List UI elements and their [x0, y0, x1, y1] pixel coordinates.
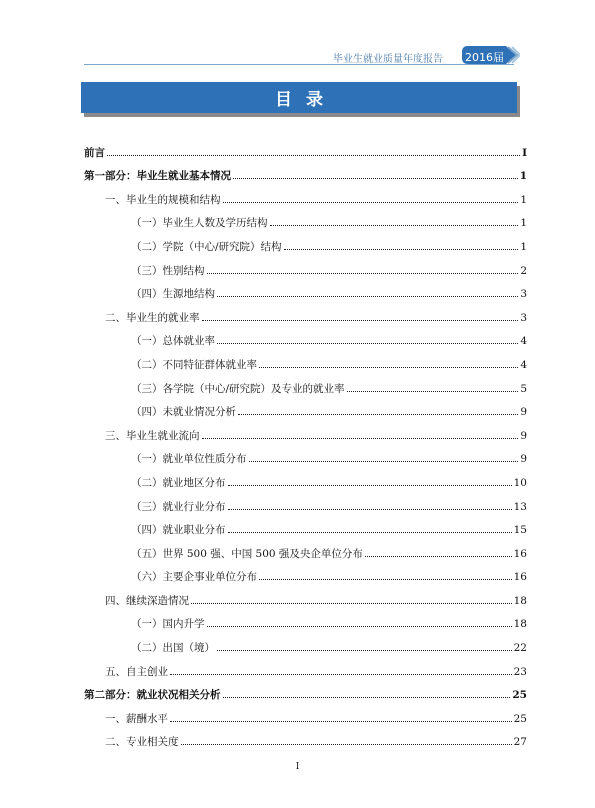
year-badge: 2016届 — [465, 51, 504, 64]
toc-entry-label: （四）未就业情况分析 — [131, 406, 236, 419]
toc-leader-dots — [223, 697, 511, 698]
toc-entry[interactable] — [84, 678, 527, 702]
toc-entry[interactable] — [84, 465, 527, 489]
toc-entry[interactable] — [84, 206, 527, 230]
report-title: 毕业生就业质量年度报告 — [333, 54, 443, 65]
toc-entry[interactable] — [84, 442, 527, 466]
toc-leader-dots — [207, 273, 519, 274]
toc-entry-label: 一、薪酬水平 — [105, 712, 168, 725]
toc-entry-page: 9 — [520, 406, 527, 419]
toc-leader-dots — [347, 391, 519, 392]
toc-entry-label: （一）毕业生人数及学历结构 — [131, 217, 268, 230]
toc-entry-page: 18 — [513, 594, 527, 607]
toc-entry-label: （二）学院（中心/研究院）结构 — [131, 240, 282, 253]
toc-entry-page: 1 — [520, 217, 527, 230]
toc-leader-dots — [365, 556, 512, 557]
toc-entry[interactable] — [84, 395, 527, 419]
toc-entry-page: 18 — [513, 618, 527, 631]
toc-leader-dots — [259, 367, 518, 368]
toc-entry-page: 27 — [513, 736, 527, 749]
toc-entry-page: 1 — [519, 170, 527, 183]
toc-leader-dots — [249, 461, 519, 462]
toc-entry-label: （三）各学院（中心/研究院）及专业的就业率 — [131, 382, 345, 395]
toc-entry[interactable] — [84, 324, 527, 348]
toc-entry[interactable] — [84, 300, 527, 324]
title-banner — [81, 82, 517, 113]
toc-leader-dots — [228, 532, 512, 533]
toc-entry[interactable] — [84, 135, 527, 159]
toc-entry-page: 25 — [513, 712, 527, 725]
toc-entry-label: （一）国内升学 — [131, 618, 205, 631]
toc-entry[interactable] — [84, 277, 527, 301]
table-of-contents — [84, 135, 527, 748]
toc-leader-dots — [107, 155, 520, 156]
toc-leader-dots — [207, 626, 512, 627]
toc-entry-page: 23 — [513, 665, 527, 678]
toc-entry-page: 3 — [520, 288, 527, 301]
toc-entry-label: （三）就业行业分布 — [131, 500, 226, 513]
toc-leader-dots — [217, 296, 518, 297]
toc-entry[interactable] — [84, 347, 527, 371]
toc-entry[interactable] — [84, 536, 527, 560]
toc-entry-page: 10 — [513, 476, 527, 489]
footer-page-number: I — [295, 762, 300, 772]
toc-leader-dots — [223, 202, 519, 203]
toc-leader-dots — [284, 249, 519, 250]
toc-entry-label: （一）总体就业率 — [131, 335, 215, 348]
toc-leader-dots — [228, 509, 512, 510]
toc-entry-label: （五）世界 500 强、中国 500 强及央企单位分布 — [131, 547, 363, 560]
toc-entry[interactable] — [84, 630, 527, 654]
toc-entry-page: 1 — [520, 193, 527, 206]
toc-entry[interactable] — [84, 489, 527, 513]
page-title: 目录 — [275, 90, 337, 110]
toc-entry-page: 4 — [520, 335, 527, 348]
toc-entry-label: 一、毕业生的规模和结构 — [105, 193, 221, 206]
toc-leader-dots — [270, 225, 519, 226]
toc-leader-dots — [191, 603, 512, 604]
toc-entry-page: 16 — [513, 547, 527, 560]
toc-leader-dots — [202, 438, 519, 439]
toc-entry-label: （四）就业职业分布 — [131, 524, 226, 537]
toc-leader-dots — [217, 343, 518, 344]
toc-entry[interactable] — [84, 701, 527, 725]
toc-entry-label: 第一部分：毕业生就业基本情况 — [84, 170, 231, 183]
header-rule — [84, 64, 514, 65]
toc-leader-dots — [259, 579, 512, 580]
toc-entry[interactable] — [84, 513, 527, 537]
toc-entry-label: 第二部分：就业状况相关分析 — [84, 689, 221, 702]
toc-entry[interactable] — [84, 560, 527, 584]
toc-entry-page: 13 — [513, 500, 527, 513]
toc-entry-label: （二）就业地区分布 — [131, 476, 226, 489]
toc-entry-label: 四、继续深造情况 — [105, 594, 189, 607]
toc-entry-page: 2 — [520, 264, 527, 277]
toc-entry-label: 前言 — [84, 146, 105, 159]
toc-entry-page: 25 — [512, 689, 527, 702]
toc-entry[interactable] — [84, 159, 527, 183]
toc-entry-page: 16 — [513, 571, 527, 584]
toc-entry-label: （六）主要企事业单位分布 — [131, 571, 257, 584]
toc-entry-label: 二、毕业生的就业率 — [105, 311, 200, 324]
toc-entry-page: I — [522, 146, 527, 159]
toc-leader-dots — [228, 485, 512, 486]
toc-leader-dots — [170, 721, 512, 722]
toc-entry-page: 1 — [520, 240, 527, 253]
toc-entry-page: 4 — [520, 358, 527, 371]
toc-entry-label: （三）性别结构 — [131, 264, 205, 277]
toc-entry-label: 三、毕业生就业流向 — [105, 429, 200, 442]
toc-entry[interactable] — [84, 607, 527, 631]
toc-entry[interactable] — [84, 725, 527, 749]
toc-entry[interactable] — [84, 418, 527, 442]
toc-entry[interactable] — [84, 583, 527, 607]
toc-entry-page: 9 — [520, 453, 527, 466]
toc-entry-label: （四）生源地结构 — [131, 288, 215, 301]
toc-leader-dots — [238, 414, 518, 415]
toc-entry[interactable] — [84, 371, 527, 395]
toc-entry-label: （二）不同特征群体就业率 — [131, 358, 257, 371]
toc-entry-label: 五、自主创业 — [105, 665, 168, 678]
toc-entry-page: 3 — [520, 311, 527, 324]
toc-entry-page: 15 — [513, 524, 527, 537]
toc-entry[interactable] — [84, 253, 527, 277]
toc-entry-label: 二、专业相关度 — [105, 736, 179, 749]
toc-entry-label: （一）就业单位性质分布 — [131, 453, 247, 466]
toc-entry-page: 5 — [520, 382, 527, 395]
toc-entry-label: （二）出国（境） — [131, 642, 215, 655]
toc-leader-dots — [170, 674, 512, 675]
toc-entry[interactable] — [84, 182, 527, 206]
toc-leader-dots — [181, 744, 512, 745]
toc-entry-page: 9 — [520, 429, 527, 442]
toc-entry[interactable] — [84, 229, 527, 253]
toc-entry-page: 22 — [513, 642, 527, 655]
toc-leader-dots — [217, 650, 512, 651]
toc-leader-dots — [233, 178, 518, 179]
toc-entry[interactable] — [84, 654, 527, 678]
toc-leader-dots — [202, 320, 519, 321]
